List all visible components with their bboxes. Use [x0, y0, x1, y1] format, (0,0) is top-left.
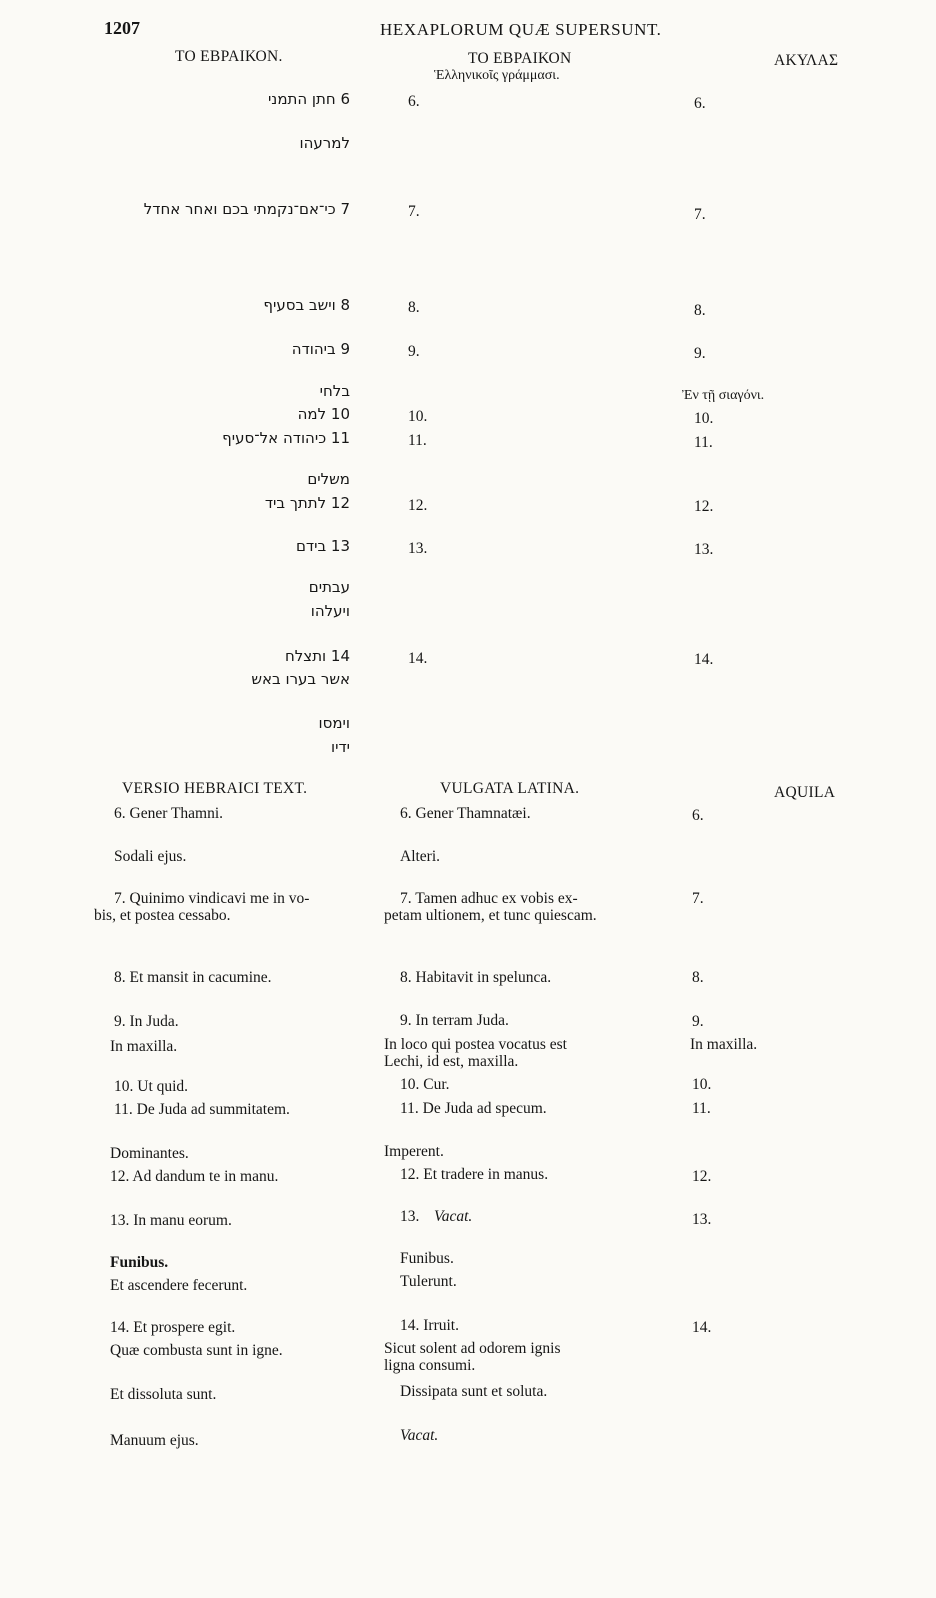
- vulgata-line: 13.: [400, 1208, 420, 1225]
- aquila-latin-column-header: AQUILA: [774, 784, 836, 801]
- translit-column-header: ΤΟ ΕΒΡΑΙΚΟΝ: [468, 50, 572, 67]
- aquila-greek-entry: 11.: [694, 434, 713, 451]
- vulgata-line: Vacat.: [400, 1427, 439, 1444]
- hebrew-line: עבתים: [308, 578, 350, 596]
- versio-line: Sodali ejus.: [114, 848, 187, 865]
- aquila-greek-entry: 7.: [694, 206, 706, 223]
- translit-verse-number: 14.: [408, 650, 428, 667]
- hebrew-line: בלחי: [319, 382, 350, 400]
- vulgata-column-header: VULGATA LATINA.: [440, 780, 580, 797]
- aquila-greek-entry: 13.: [694, 541, 714, 558]
- versio-line: Et dissoluta sunt.: [110, 1386, 217, 1403]
- aquila-latin-line: 13.: [692, 1211, 712, 1228]
- aquila-latin-line: 9.: [692, 1013, 704, 1030]
- hebrew-line: 10 למה: [297, 405, 350, 423]
- translit-verse-number: 9.: [408, 343, 420, 360]
- aquila-latin-line: 14.: [692, 1319, 712, 1336]
- aquila-greek-entry: 10.: [694, 410, 714, 427]
- vulgata-line: 12. Et tradere in manus.: [400, 1166, 549, 1183]
- versio-line: Quæ combusta sunt in igne.: [110, 1342, 283, 1359]
- versio-line: 11. De Juda ad summitatem.: [114, 1101, 290, 1118]
- vulgata-line: Funibus.: [400, 1250, 454, 1267]
- vulgata-line: 8. Habitavit in spelunca.: [400, 969, 552, 986]
- vulgata-line: Tulerunt.: [400, 1273, 457, 1290]
- aquila-latin-line: In maxilla.: [690, 1036, 758, 1053]
- vulgata-line: Vacat.: [434, 1208, 473, 1225]
- versio-line: Funibus.: [110, 1254, 169, 1271]
- hebrew-line: וימסו: [318, 714, 350, 732]
- aquila-latin-line: 10.: [692, 1076, 712, 1093]
- versio-column-header: VERSIO HEBRAICI TEXT.: [122, 780, 308, 797]
- versio-line: 13. In manu eorum.: [110, 1212, 232, 1229]
- versio-line: Et ascendere fecerunt.: [110, 1277, 248, 1294]
- hebrew-line: 7 כי־אם־נקמתי בכם ואחר אחדל: [143, 200, 350, 218]
- vulgata-line: 14. Irruit.: [400, 1317, 459, 1334]
- translit-verse-number: 10.: [408, 408, 428, 425]
- aquila-greek-entry: 14.: [694, 651, 714, 668]
- translit-verse-number: 12.: [408, 497, 428, 514]
- aquila-greek-entry: 12.: [694, 498, 714, 515]
- vulgata-line: 7. Tamen adhuc ex vobis ex-: [400, 890, 578, 907]
- versio-line: 8. Et mansit in cacumine.: [114, 969, 272, 986]
- translit-verse-number: 13.: [408, 540, 428, 557]
- aquila-greek-column-header: ΑΚΥΛΑΣ: [774, 52, 839, 69]
- aquila-latin-line: 7.: [692, 890, 704, 907]
- hebrew-line: ויעלהו: [310, 602, 350, 620]
- aquila-latin-line: 6.: [692, 807, 704, 824]
- hebrew-line: אשר בערו באש: [251, 670, 350, 688]
- hebrew-line: 6 חתן התמני: [267, 90, 350, 108]
- translit-verse-number: 8.: [408, 299, 420, 316]
- versio-line: bis, et postea cessabo.: [94, 907, 231, 924]
- aquila-latin-line: 8.: [692, 969, 704, 986]
- vulgata-line: 11. De Juda ad specum.: [400, 1100, 547, 1117]
- hebrew-line: ידיו: [331, 738, 350, 756]
- versio-line: 9. In Juda.: [114, 1013, 179, 1030]
- vulgata-line: 6. Gener Thamnatæi.: [400, 805, 531, 822]
- versio-line: Manuum ejus.: [110, 1432, 199, 1449]
- hebrew-line: 11 כיהודה אל־סעיף: [222, 429, 350, 447]
- hebrew-line: 9 ביהודה: [291, 340, 350, 358]
- aquila-latin-line: 11.: [692, 1100, 711, 1117]
- translit-verse-number: 6.: [408, 93, 420, 110]
- hebrew-line: משלים: [307, 470, 350, 488]
- aquila-greek-entry: 8.: [694, 302, 706, 319]
- hebrew-line: 14 ותצלח: [284, 647, 350, 665]
- vulgata-line: 9. In terram Juda.: [400, 1012, 509, 1029]
- hebrew-column-header: ΤΟ ΕΒΡΑΙΚΟΝ.: [175, 48, 283, 65]
- page-number: 1207: [104, 18, 140, 38]
- hebrew-line: 13 בידם: [295, 537, 350, 555]
- aquila-latin-line: 12.: [692, 1168, 712, 1185]
- vulgata-line: Sicut solent ad odorem ignis: [384, 1340, 561, 1357]
- vulgata-line: Imperent.: [384, 1143, 444, 1160]
- vulgata-line: petam ultionem, et tunc quiescam.: [384, 907, 597, 924]
- versio-line: 7. Quinimo vindicavi me in vo-: [114, 890, 310, 907]
- versio-line: 6. Gener Thamni.: [114, 805, 224, 822]
- versio-line: Dominantes.: [110, 1145, 189, 1162]
- versio-line: 10. Ut quid.: [114, 1078, 189, 1095]
- vulgata-line: 10. Cur.: [400, 1076, 450, 1093]
- hebrew-line: 8 וישב בסעיף: [263, 296, 350, 314]
- running-head: HEXAPLORUM QUÆ SUPERSUNT.: [380, 20, 662, 39]
- translit-verse-number: 7.: [408, 203, 420, 220]
- vulgata-line: In loco qui postea vocatus est: [384, 1036, 567, 1053]
- aquila-greek-entry: Ἐν τῇ σιαγόνι.: [682, 388, 765, 403]
- vulgata-line: Alteri.: [400, 848, 441, 865]
- versio-line: In maxilla.: [110, 1038, 178, 1055]
- aquila-greek-entry: 9.: [694, 345, 706, 362]
- hebrew-line: למרעהו: [299, 134, 350, 152]
- vulgata-line: Dissipata sunt et soluta.: [400, 1383, 548, 1400]
- versio-line: 14. Et prospere egit.: [110, 1319, 236, 1336]
- translit-column-subheader: Ἑλληνικοῖς γράμμασι.: [434, 68, 560, 83]
- vulgata-line: Lechi, id est, maxilla.: [384, 1053, 519, 1070]
- vulgata-line: ligna consumi.: [384, 1357, 476, 1374]
- versio-line: 12. Ad dandum te in manu.: [110, 1168, 279, 1185]
- aquila-greek-entry: 6.: [694, 95, 706, 112]
- translit-verse-number: 11.: [408, 432, 427, 449]
- hebrew-line: 12 לתתך ביד: [264, 494, 350, 512]
